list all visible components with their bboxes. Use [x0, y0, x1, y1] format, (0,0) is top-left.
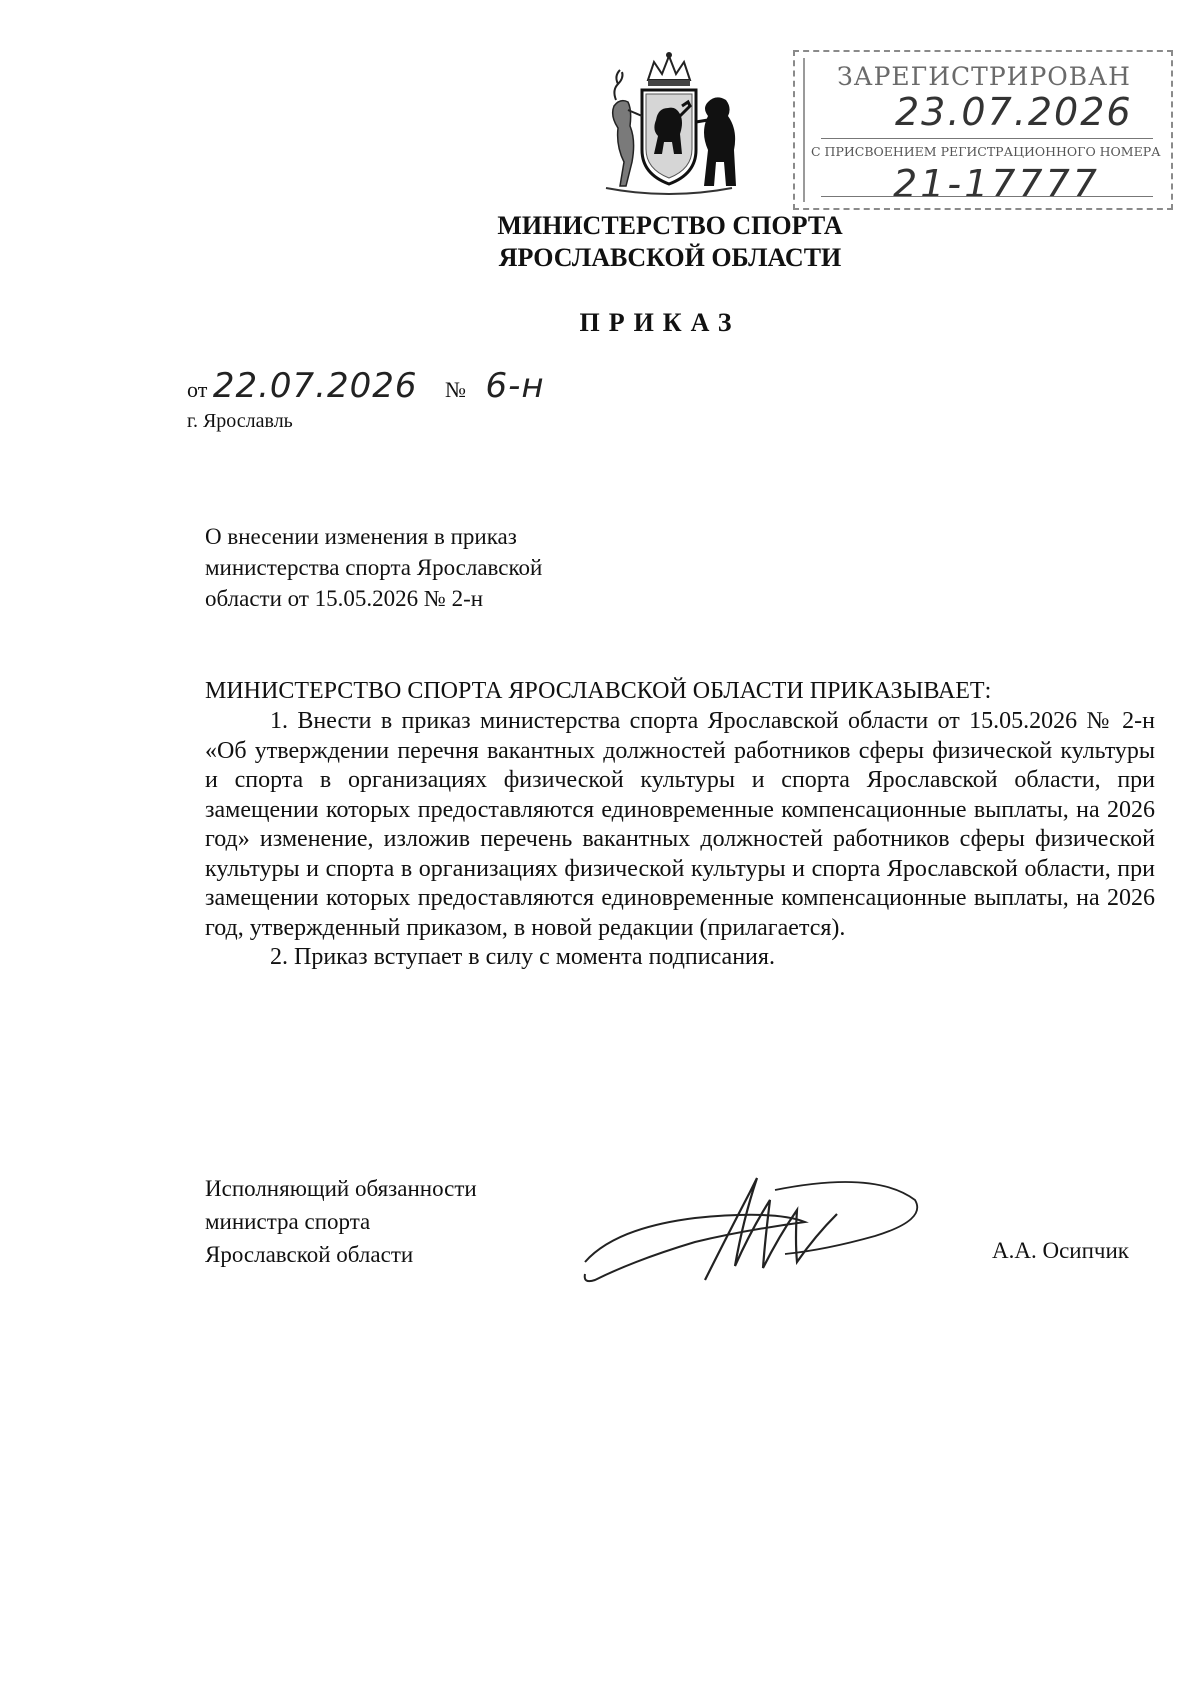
subject-line: О внесении изменения в приказ: [205, 524, 517, 549]
number-label: №: [445, 377, 466, 402]
subject-line: министерства спорта Ярославской: [205, 555, 543, 580]
order-subject: [205, 521, 542, 614]
handwritten-signature: [575, 1170, 935, 1295]
signatory-title: [205, 1172, 477, 1271]
subject-line: области от 15.05.2026 № 2-н: [205, 586, 484, 611]
order-body: [205, 707, 1155, 973]
ministry-header: [430, 210, 910, 274]
stamp-frame: [803, 58, 1163, 206]
order-date-number: [187, 366, 545, 406]
document-type: ПРИКАЗ: [579, 308, 741, 337]
stamp-subtitle: С ПРИСВОЕНИЕМ РЕГИСТРАЦИОННОГО НОМЕРА: [811, 144, 1161, 159]
stamp-divider: [821, 196, 1153, 197]
registration-stamp: [793, 50, 1173, 210]
signatory-title-line: Ярославской области: [205, 1242, 414, 1267]
stamp-title: ЗАРЕГИСТРИРОВАН: [837, 62, 1131, 91]
order-number: 6-н: [485, 366, 545, 406]
signatory-title-line: министра спорта: [205, 1209, 371, 1234]
order-city: г. Ярославль: [187, 410, 293, 432]
from-label: от: [187, 377, 208, 402]
stamp-registration-number: 21-17777: [893, 162, 1100, 206]
order-date: 22.07.2026: [212, 366, 418, 406]
order-item-1: 1. Внести в приказ министерства спорта Ярославской области от 15.05.2026 № 2-н «Об утверждении перечня вакантных должностей работников сферы физической культуры и спорта в организациях физической культуры и спорта Ярославской области, при замещении которых предоставляются единовременные компенсационные выплаты, на 2026 год» изменение, изложив перечень вакантных должностей работников сферы физической культуры и спорта в организациях физической культуры и спорта Ярославской области, при замещении которых предоставляются единовременные компенсационные выплаты, на 2026 год, утвержденный приказом, в новой редакции (прилагается).: [205, 708, 1155, 941]
coat-of-arms-icon: [596, 50, 742, 200]
order-item-2: 2. Приказ вступает в силу с момента подписания.: [270, 944, 775, 970]
order-directive: МИНИСТЕРСТВО СПОРТА ЯРОСЛАВСКОЙ ОБЛАСТИ ПРИКАЗЫВАЕТ:: [205, 678, 992, 704]
ministry-name-line2: ЯРОСЛАВСКОЙ ОБЛАСТИ: [498, 243, 842, 272]
signatory-name: А.А. Осипчик: [992, 1238, 1129, 1263]
ministry-name-line1: МИНИСТЕРСТВО СПОРТА: [497, 211, 843, 240]
signatory-title-line: Исполняющий обязанности: [205, 1176, 477, 1201]
stamp-divider: [821, 138, 1153, 139]
stamp-date: 23.07.2026: [895, 90, 1133, 134]
